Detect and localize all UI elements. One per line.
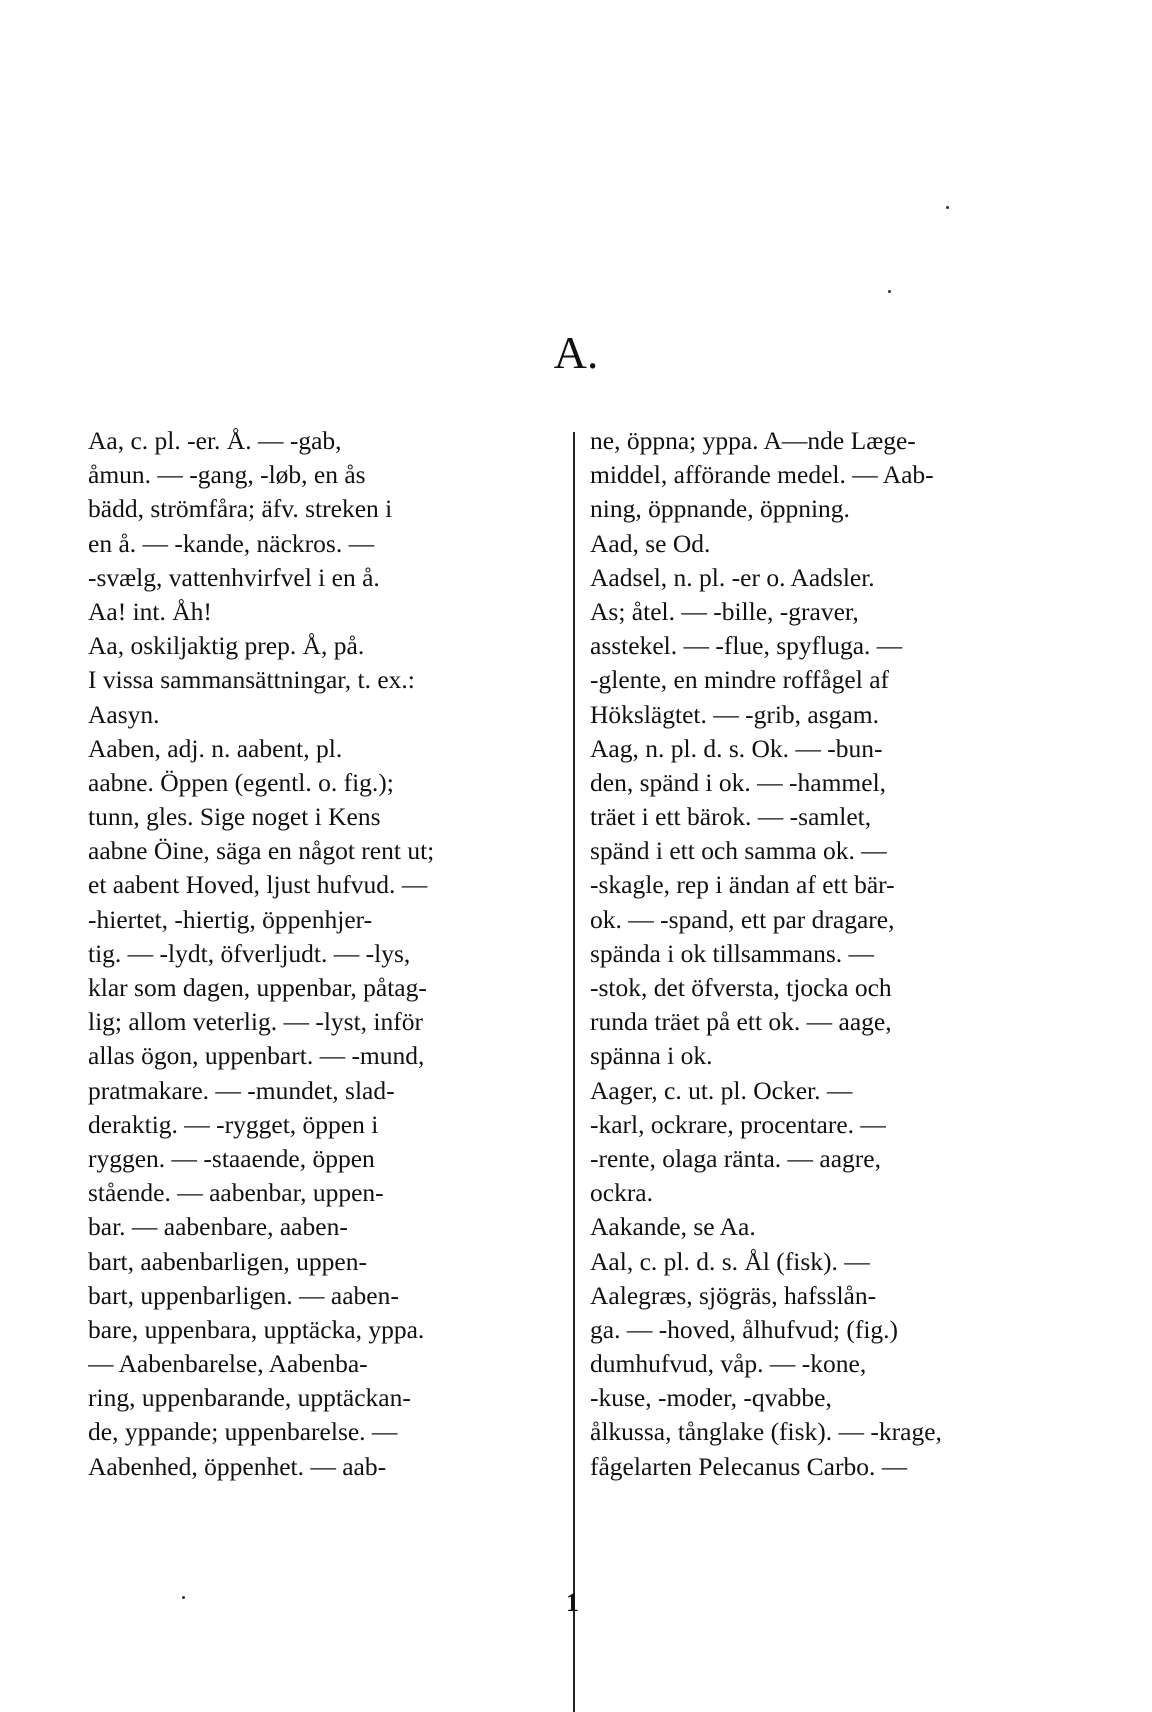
text-line: allas ögon, uppenbart. — -mund, bbox=[88, 1041, 425, 1071]
text-line: ok. — -spand, ett par dragare, bbox=[590, 904, 895, 934]
text-line: ning, öppnande, öppning. bbox=[590, 494, 850, 524]
text-line: middel, afförande medel. — Aab- bbox=[590, 460, 934, 490]
text-line: spända i ok tillsammans. — bbox=[590, 938, 875, 968]
text-line: -stok, det öfversta, tjocka och bbox=[590, 973, 892, 1002]
text-line: fågelarten Pelecanus Carbo. — bbox=[590, 1451, 908, 1481]
page-number: 1 bbox=[566, 1588, 579, 1617]
text-line: klar som dagen, uppenbar, påtag- bbox=[88, 973, 427, 1002]
ink-speck bbox=[946, 206, 949, 209]
text-line: deraktig. — -rygget, öppen i bbox=[88, 1109, 379, 1139]
text-line: ring, uppenbarande, upptäckan- bbox=[88, 1383, 411, 1413]
text-line: Aag, n. pl. d. s. Ok. — -bun- bbox=[590, 733, 883, 763]
left-column bbox=[88, 424, 556, 1484]
text-line: spänd i ett och samma ok. — bbox=[590, 836, 887, 866]
text-line: lig; allom veterlig. — -lyst, inför bbox=[88, 1007, 423, 1037]
text-line: bart, aabenbarligen, uppen- bbox=[88, 1246, 367, 1276]
section-letter: A. bbox=[553, 327, 599, 378]
text-line: dumhufvud, våp. — -kone, bbox=[590, 1349, 867, 1379]
text-line: runda träet på ett ok. — aage, bbox=[590, 1007, 892, 1037]
text-line: et aabent Hoved, ljust hufvud. — bbox=[88, 870, 428, 900]
text-line: spänna i ok. bbox=[590, 1041, 713, 1071]
text-line: Aadsel, n. pl. -er o. Aadsler. bbox=[590, 562, 875, 592]
text-line: -glente, en mindre roffågel af bbox=[590, 665, 890, 695]
text-line: Aa, c. pl. -er. Å. — -gab, bbox=[88, 426, 342, 455]
text-line: -hiertet, -hiertig, öppenhjer- bbox=[88, 904, 373, 934]
text-line: bädd, strömfåra; äfv. streken i bbox=[88, 494, 393, 524]
text-line: den, spänd i ok. — -hammel, bbox=[590, 767, 887, 797]
text-line: -svælg, vattenhvirfvel i en å. bbox=[88, 562, 380, 592]
text-line: ockra. bbox=[590, 1178, 654, 1208]
text-line: bare, uppenbara, upptäcka, yppa. bbox=[88, 1314, 425, 1344]
text-line: bar. — aabenbare, aaben- bbox=[88, 1212, 348, 1242]
text-line: Aal, c. pl. d. s. Ål (fisk). — bbox=[590, 1246, 870, 1276]
text-line: tig. — -lydt, öfverljudt. — -lys, bbox=[88, 938, 411, 968]
text-line: aabne. Öppen (egentl. o. fig.); bbox=[88, 767, 394, 797]
text-line: I vissa sammansättningar, t. ex.: bbox=[88, 665, 415, 695]
text-line: pratmakare. — -mundet, slad- bbox=[88, 1075, 395, 1105]
text-line: de, yppande; uppenbarelse. — bbox=[88, 1417, 398, 1447]
text-line: — Aabenbarelse, Aabenba- bbox=[88, 1349, 368, 1379]
text-line: bart, uppenbarligen. — aaben- bbox=[88, 1280, 399, 1310]
text-line: ga. — -hoved, ålhufvud; (fig.) bbox=[590, 1314, 899, 1344]
ink-speck bbox=[888, 290, 891, 293]
text-line: Aaben, adj. n. aabent, pl. bbox=[88, 733, 343, 763]
text-line: Aalegræs, sjögräs, hafsslån- bbox=[590, 1280, 877, 1310]
text-line: Aakande, se Aa. bbox=[590, 1212, 756, 1242]
text-line: Aabenhed, öppenhet. — aab- bbox=[88, 1451, 387, 1481]
text-line: -karl, ockrare, procentare. — bbox=[590, 1109, 886, 1139]
text-line: Aad, se Od. bbox=[590, 528, 711, 558]
text-line: Aa! int. Åh! bbox=[88, 596, 212, 626]
right-column bbox=[590, 424, 1060, 1484]
text-line: As; åtel. — -bille, -graver, bbox=[590, 596, 859, 626]
text-line: Aa, oskiljaktig prep. Å, på. bbox=[88, 631, 365, 661]
text-line: -kuse, -moder, -qvabbe, bbox=[590, 1383, 832, 1413]
text-line: asstekel. — -flue, spyfluga. — bbox=[590, 631, 903, 661]
ink-speck bbox=[182, 1596, 185, 1599]
text-line: ne, öppna; yppa. A—nde Læge- bbox=[590, 426, 916, 455]
text-line: ålkussa, tånglake (fisk). — -krage, bbox=[590, 1417, 942, 1447]
text-line: aabne Öine, säga en något rent ut; bbox=[88, 836, 435, 866]
text-line: träet i ett bärok. — -samlet, bbox=[590, 802, 872, 832]
text-line: Hökslägtet. — -grib, asgam. bbox=[590, 699, 879, 729]
text-line: -skagle, rep i ändan af ett bär- bbox=[590, 870, 895, 900]
text-line: tunn, gles. Sige noget i Kens bbox=[88, 802, 381, 832]
text-line: stående. — aabenbar, uppen- bbox=[88, 1178, 384, 1208]
column-divider bbox=[573, 432, 575, 1712]
text-line: åmun. — -gang, -løb, en ås bbox=[88, 460, 366, 490]
text-line: Aager, c. ut. pl. Ocker. — bbox=[590, 1075, 853, 1105]
text-line: ryggen. — -staaende, öppen bbox=[88, 1143, 375, 1173]
text-line: en å. — -kande, näckros. — bbox=[88, 528, 375, 558]
text-line: -rente, olaga ränta. — aagre, bbox=[590, 1143, 881, 1173]
text-line: Aasyn. bbox=[88, 699, 160, 729]
